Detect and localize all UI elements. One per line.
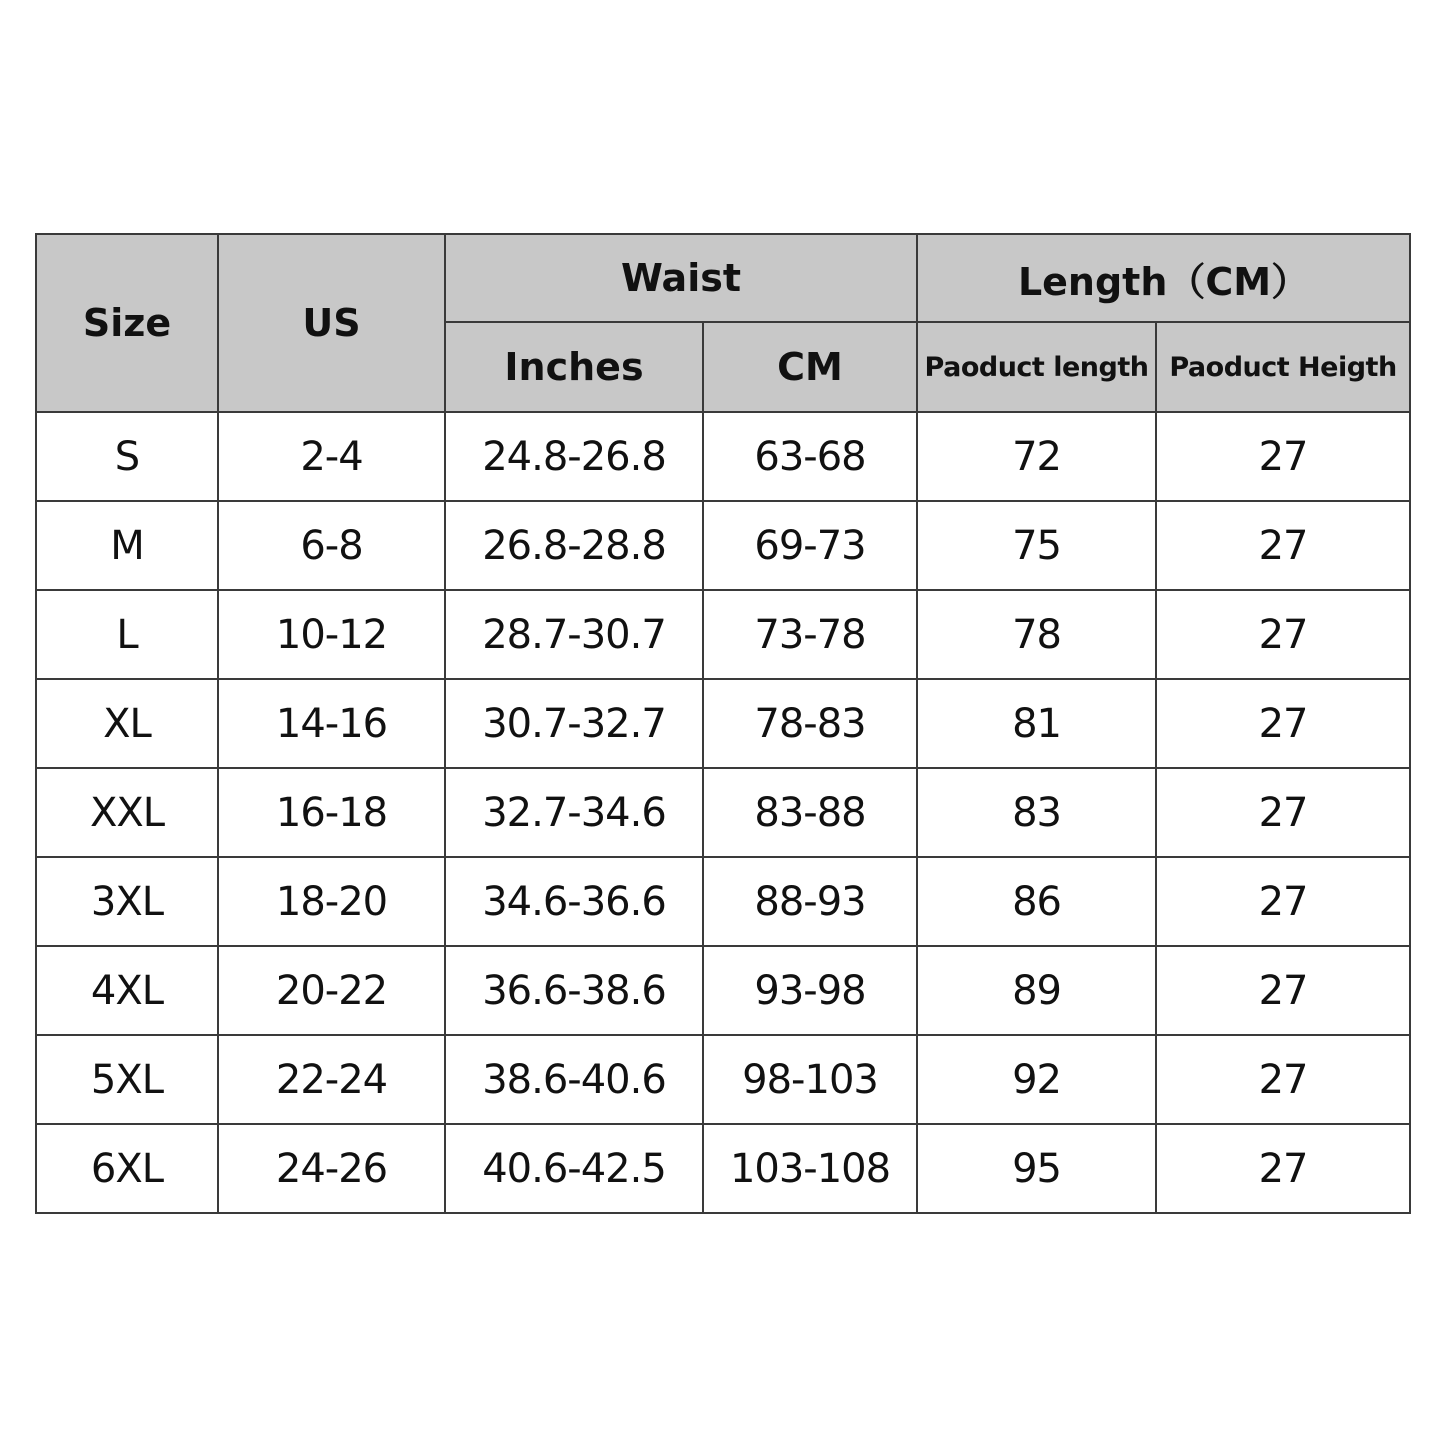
table-row xyxy=(36,590,1410,679)
cell-product-length: 86 xyxy=(917,857,1156,946)
cell-product-height: 27 xyxy=(1156,946,1410,1035)
table-row xyxy=(36,412,1410,501)
table-body xyxy=(36,412,1410,1213)
cell-waist-cm: 93-98 xyxy=(703,946,917,1035)
cell-size: XXL xyxy=(36,768,218,857)
cell-waist-inches: 32.7-34.6 xyxy=(445,768,703,857)
table-row xyxy=(36,1035,1410,1124)
cell-waist-cm: 88-93 xyxy=(703,857,917,946)
table-row xyxy=(36,501,1410,590)
cell-waist-cm: 83-88 xyxy=(703,768,917,857)
cell-us: 2-4 xyxy=(218,412,445,501)
size-chart-table xyxy=(35,233,1411,1214)
cell-waist-cm: 73-78 xyxy=(703,590,917,679)
header-waist: Waist xyxy=(445,234,917,322)
table-row xyxy=(36,857,1410,946)
cell-waist-inches: 40.6-42.5 xyxy=(445,1124,703,1213)
cell-product-length: 72 xyxy=(917,412,1156,501)
cell-product-height: 27 xyxy=(1156,1124,1410,1213)
cell-us: 22-24 xyxy=(218,1035,445,1124)
cell-product-length: 81 xyxy=(917,679,1156,768)
header-cm: CM xyxy=(703,322,917,412)
cell-waist-inches: 24.8-26.8 xyxy=(445,412,703,501)
cell-us: 16-18 xyxy=(218,768,445,857)
cell-size: 5XL xyxy=(36,1035,218,1124)
header-length: Length（CM） xyxy=(917,234,1410,322)
cell-product-length: 83 xyxy=(917,768,1156,857)
cell-product-length: 92 xyxy=(917,1035,1156,1124)
table-row xyxy=(36,679,1410,768)
cell-waist-inches: 28.7-30.7 xyxy=(445,590,703,679)
cell-size: S xyxy=(36,412,218,501)
cell-waist-inches: 38.6-40.6 xyxy=(445,1035,703,1124)
cell-product-length: 78 xyxy=(917,590,1156,679)
cell-product-height: 27 xyxy=(1156,768,1410,857)
cell-waist-cm: 103-108 xyxy=(703,1124,917,1213)
header-inches: Inches xyxy=(445,322,703,412)
cell-waist-inches: 36.6-38.6 xyxy=(445,946,703,1035)
cell-waist-cm: 78-83 xyxy=(703,679,917,768)
cell-size: L xyxy=(36,590,218,679)
cell-us: 6-8 xyxy=(218,501,445,590)
table-row xyxy=(36,768,1410,857)
cell-product-height: 27 xyxy=(1156,679,1410,768)
header-us: US xyxy=(218,234,445,412)
table-row xyxy=(36,1124,1410,1213)
cell-waist-cm: 63-68 xyxy=(703,412,917,501)
cell-us: 10-12 xyxy=(218,590,445,679)
cell-product-height: 27 xyxy=(1156,501,1410,590)
cell-size: XL xyxy=(36,679,218,768)
cell-product-length: 89 xyxy=(917,946,1156,1035)
cell-product-height: 27 xyxy=(1156,1035,1410,1124)
header-row-top xyxy=(36,234,1410,322)
cell-us: 24-26 xyxy=(218,1124,445,1213)
header-size: Size xyxy=(36,234,218,412)
cell-us: 14-16 xyxy=(218,679,445,768)
cell-us: 18-20 xyxy=(218,857,445,946)
cell-size: M xyxy=(36,501,218,590)
header-product-length: Paoduct length xyxy=(917,322,1156,412)
cell-waist-cm: 69-73 xyxy=(703,501,917,590)
cell-product-length: 95 xyxy=(917,1124,1156,1213)
cell-product-height: 27 xyxy=(1156,590,1410,679)
cell-product-length: 75 xyxy=(917,501,1156,590)
header-product-height: Paoduct Heigth xyxy=(1156,322,1410,412)
cell-size: 3XL xyxy=(36,857,218,946)
cell-us: 20-22 xyxy=(218,946,445,1035)
cell-waist-cm: 98-103 xyxy=(703,1035,917,1124)
table-row xyxy=(36,946,1410,1035)
cell-waist-inches: 34.6-36.6 xyxy=(445,857,703,946)
cell-waist-inches: 26.8-28.8 xyxy=(445,501,703,590)
cell-size: 6XL xyxy=(36,1124,218,1213)
cell-waist-inches: 30.7-32.7 xyxy=(445,679,703,768)
cell-size: 4XL xyxy=(36,946,218,1035)
cell-product-height: 27 xyxy=(1156,857,1410,946)
cell-product-height: 27 xyxy=(1156,412,1410,501)
